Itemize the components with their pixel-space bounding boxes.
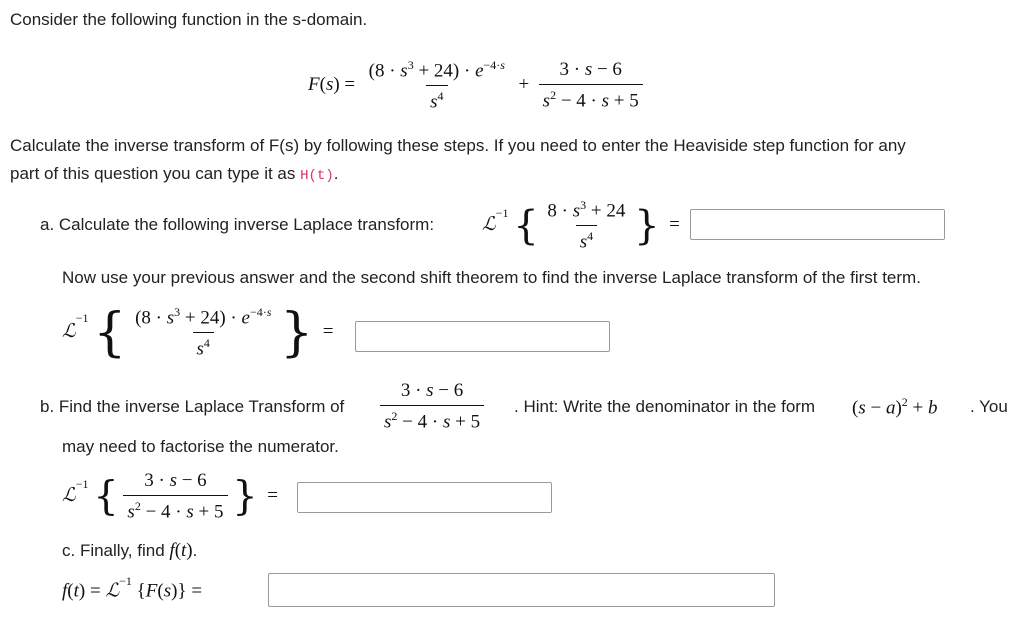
intro-text: Consider the following function in the s-domain. bbox=[10, 10, 368, 29]
part-b-fraction: $\frac{3 \cdot s - 6}{s^2 - 4 \cdot s + 5}$ bbox=[380, 380, 484, 433]
fs-equation: F(s) = $\frac{(8 \cdot s^3 + 24) \cdot e^{-4\cdot s}}{s^4}$ + $\frac{3 \cdot s - 6}{s^2 - 4 \cdot s + 5}$ bbox=[308, 58, 643, 114]
answer-input-a1[interactable] bbox=[690, 209, 945, 240]
instructions-line2: part of this question you can type it as H(t). bbox=[10, 164, 339, 184]
part-c-label: c. Finally, find f(t). bbox=[62, 540, 198, 561]
part-b-line2: may need to factorise the numerator. bbox=[62, 437, 339, 456]
part-a-shift-expression: ℒ$^{-1}$ { $\frac{(8 \cdot s^3 + 24) \cdot e^{-4\cdot s}}{s^4}$ } = bbox=[62, 302, 334, 363]
instructions-line1: Calculate the inverse transform of F(s) by following these steps. If you need to enter the Heaviside step function for any bbox=[10, 136, 906, 155]
part-a-shift-text: Now use your previous answer and the second shift theorem to find the inverse Laplace transform of the first term. bbox=[62, 268, 921, 287]
answer-input-c[interactable] bbox=[268, 573, 775, 607]
part-b-label: b. Find the inverse Laplace Transform of bbox=[40, 397, 345, 416]
part-b-hint-end: . You bbox=[970, 397, 1008, 416]
heaviside-code: H(t) bbox=[300, 168, 334, 184]
part-b-expression: ℒ$^{-1}$ { $\frac{3 \cdot s - 6}{s^2 - 4 \cdot s + 5}$ } = bbox=[62, 470, 278, 523]
part-b-hint: . Hint: Write the denominator in the form bbox=[514, 397, 816, 416]
answer-input-a2[interactable] bbox=[355, 321, 610, 352]
part-c-expression: f(t) = ℒ$^{-1}$ {F(s)} = bbox=[62, 574, 203, 602]
part-a-label: a. Calculate the following inverse Laplace transform: bbox=[40, 215, 435, 234]
part-a-expression: ℒ$^{-1}$ { $\frac{8 \cdot s^3 + 24}{s^4}$ } = bbox=[482, 198, 680, 253]
answer-input-b[interactable] bbox=[297, 482, 552, 513]
part-b-hint-form: $(s - a)^2 + b$ bbox=[852, 395, 938, 419]
